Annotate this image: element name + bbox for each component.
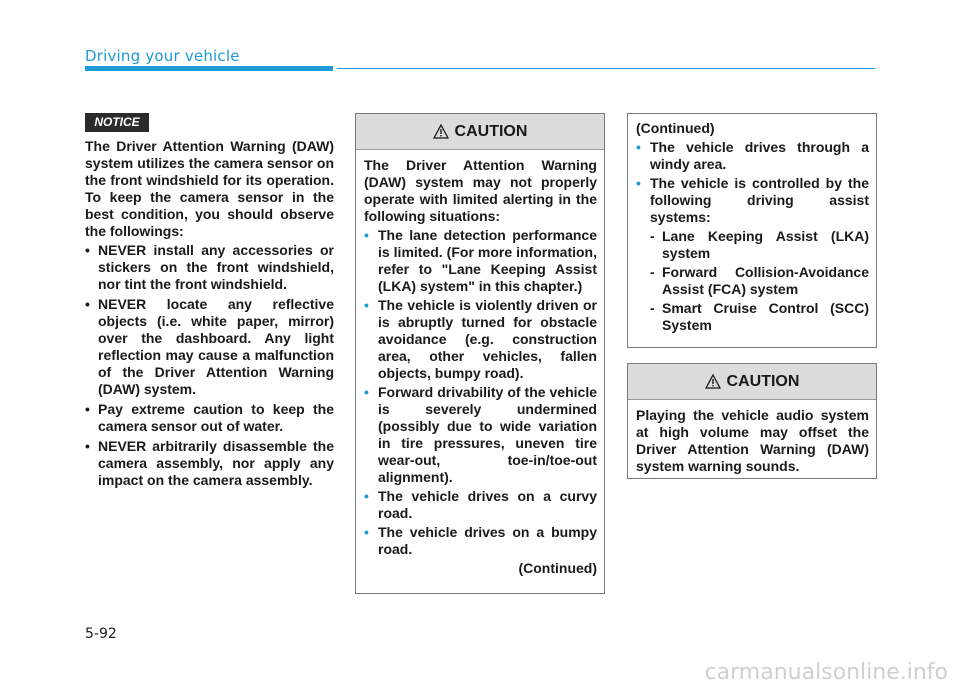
section-title: Driving your vehicle (85, 47, 240, 65)
caution-intro: The Driver Attention Warning (DAW) system may not properly operate with limited alerting in the following situations: (364, 157, 597, 224)
sub-item: - Smart Cruise Control (SCC) System (650, 300, 869, 333)
continued-body (628, 114, 876, 342)
bullet-icon: • (364, 297, 369, 313)
caution-text: Playing the vehicle audio system at high volume may offset the Driver Attention Warning (DAW) system warning sounds. (636, 407, 869, 474)
bullet-icon: • (85, 438, 90, 454)
header-rule-thin (337, 68, 875, 69)
sub-list (636, 228, 869, 334)
caution-item: • The vehicle drives on a curvy road. (364, 488, 597, 521)
caution-header (356, 114, 604, 150)
sub-item: - Lane Keeping Assist (LKA) system (650, 228, 869, 261)
caution-body (628, 400, 876, 483)
caution-title: CAUTION (726, 372, 800, 390)
caution-box-2 (627, 363, 877, 479)
sub-item: - Forward Collision-Avoidance Assist (FCA) system (650, 264, 869, 297)
caution-box-1 (355, 113, 605, 594)
caution-list (364, 227, 597, 558)
bullet-icon: • (85, 242, 90, 258)
bullet-icon: • (636, 175, 641, 191)
bullet-icon: • (364, 524, 369, 540)
notice-item: • Pay extreme caution to keep the camera sensor out of water. (85, 401, 334, 434)
bullet-icon: • (364, 488, 369, 504)
watermark: carmanualsonline.info (704, 660, 948, 685)
notice-list (85, 242, 334, 489)
notice-badge: NOTICE (85, 113, 149, 132)
bullet-icon: • (85, 296, 90, 312)
notice-item: • NEVER install any accessories or stickers on the front windshield, nor tint the front windshield. (85, 242, 334, 292)
caution-title: CAUTION (454, 122, 528, 140)
caution-body (356, 150, 604, 583)
caution-header (628, 364, 876, 400)
notice-body (85, 138, 334, 492)
warning-triangle-icon (433, 124, 449, 139)
continued-item: • The vehicle is controlled by the following driving assist systems: (636, 175, 869, 225)
header-rule-thick (85, 66, 333, 71)
bullet-icon: • (364, 384, 369, 400)
continued-list (636, 139, 869, 226)
notice-intro: The Driver Attention Warning (DAW) system utilizes the camera sensor on the front windshield for its operation. To keep the camera sensor in the best condition, you should observe the followings: (85, 138, 334, 239)
warning-triangle-icon (705, 374, 721, 389)
continued-label: (Continued) (518, 560, 597, 576)
caution-item: • The vehicle drives on a bumpy road. (364, 524, 597, 557)
page-number: 5-92 (85, 626, 117, 642)
continued-box (627, 113, 877, 348)
continued-heading: (Continued) (636, 120, 715, 136)
caution-item: • The vehicle is violently driven or is abruptly turned for obstacle avoidance (e.g. construction area, other vehicles, fallen objects, bumpy road). (364, 297, 597, 381)
bullet-icon: • (364, 227, 369, 243)
notice-item: • NEVER locate any reflective objects (i.e. white paper, mirror) over the dashboard. Any light reflection may cause a malfunction of the Driver Attention Warning (DAW) system. (85, 296, 334, 397)
notice-item: • NEVER arbitrarily disassemble the camera assembly, nor apply any impact on the camera assembly. (85, 438, 334, 488)
bullet-icon: • (85, 401, 90, 417)
caution-item: • The lane detection performance is limited. (For more information, refer to "Lane Keeping Assist (LKA) system" in this chapter.) (364, 227, 597, 294)
bullet-icon: • (636, 139, 641, 155)
caution-item: • Forward drivability of the vehicle is severely undermined (possibly due to wide variation in tire pressures, uneven tire wear-out, toe-in/toe-out alignment). (364, 384, 597, 485)
continued-item: • The vehicle drives through a windy area. (636, 139, 869, 172)
